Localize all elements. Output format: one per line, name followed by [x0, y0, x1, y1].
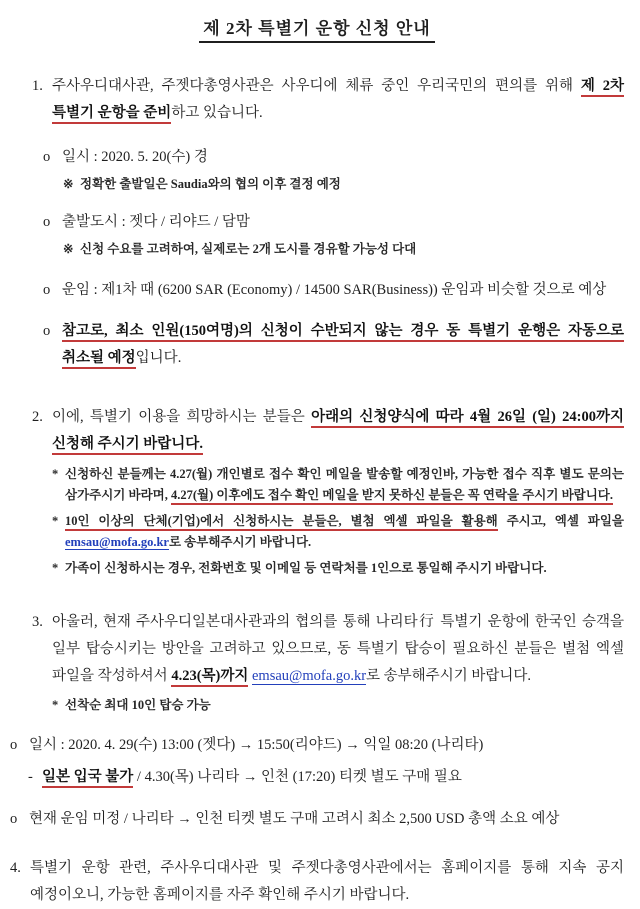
bullet-departure-cities	[43, 209, 624, 236]
item-3-text	[52, 609, 624, 690]
bullet-date-1	[43, 144, 624, 171]
text-run: 신청 수요를 고려하여, 실제로는 2개 도시를 경유할 가능성 다대	[80, 242, 417, 256]
text-run: 현재 운임 미정 / 나리타 → 인천 티켓 별도 구매 고려시 최소 2,500 USD 총액 소요 예상	[29, 811, 560, 827]
asterisk-icon: *	[52, 467, 59, 481]
bullet-fare-text	[62, 277, 624, 304]
dash-marker: -	[28, 769, 33, 785]
note-departure-date-text	[80, 174, 624, 195]
document-title: 제 2차 특별기 운항 신청 안내	[199, 14, 434, 43]
email-link[interactable]: emsau@mofa.go.kr	[65, 535, 169, 549]
bullet-marker: o	[10, 811, 18, 827]
title-row	[10, 14, 624, 43]
asterisk-icon: *	[52, 561, 59, 575]
item-3	[32, 609, 624, 690]
bullet-marker: o	[43, 214, 51, 230]
item-1	[32, 73, 624, 127]
text-run: 가족이 신청하시는 경우, 전화번호 및 이메일 등 연락처를 1인으로 통일해 주시기 바랍니다.	[65, 561, 547, 575]
text-run: 입니다.	[135, 350, 182, 366]
text-run: 신청하신 분들께는 4.27(월) 개인별로 접수 확인 메일을 발송할 예정인바, 가능한 접수 직후 별도 문의는 삼가주시기 바라며,	[65, 467, 624, 502]
text-run: 4.27(월) 이후에도 접수 확인 메일을 받지 못하신 분들은 꼭 연락을 주시기 바랍니다.	[171, 488, 613, 505]
bullet-narita-schedule-text	[29, 732, 624, 759]
note-city-stopover-text	[80, 239, 624, 260]
item-2	[32, 404, 624, 458]
reference-mark-icon: ※	[63, 242, 74, 256]
text-run: 아래의 신청양식에 따라 4월 26일 (일) 24:00까지 신청해 주시기 바랍니다.	[52, 409, 624, 455]
bullet-marker: o	[43, 323, 51, 339]
text-run: 4.23(목)까지	[171, 668, 248, 687]
text-run: 선착순 최대 10인 탑승 가능	[65, 698, 211, 712]
star-family-application-text	[65, 558, 624, 579]
text-run: 로 송부해주시기 바랍니다.	[168, 535, 312, 549]
item-2-text	[52, 404, 624, 458]
bullet-departure-cities-text	[62, 209, 624, 236]
bullet-marker: o	[10, 737, 18, 753]
star-confirmation-mail-text	[65, 464, 624, 506]
item-4-text	[30, 855, 624, 909]
text-run: 일시 : 2020. 5. 20(수) 경	[62, 149, 208, 165]
text-run: 출발도시 : 젯다 / 리야드 / 담맘	[62, 214, 250, 230]
item-4-number: 4.	[10, 860, 21, 876]
text-run: / 4.30(목) 나리타 → 인천 (17:20) 티켓 별도 구매 필요	[133, 769, 462, 785]
bullet-marker: o	[43, 282, 51, 298]
item-4	[10, 855, 624, 909]
text-run: 특별기 운항 관련, 주사우디대사관 및 주젯다총영사관에서는 홈페이지를 통해 지속 공지 예정이오니, 가능한 홈페이지를 자주 확인해 주시기 바랍니다.	[30, 860, 624, 903]
text-run: 주시고, 엑셀 파일을	[497, 514, 624, 528]
text-run: 운임 : 제1차 때 (6200 SAR (Economy) / 14500 SAR(Business)) 운임과 비슷할 것으로 예상	[62, 282, 607, 298]
text-run: 주사우디대사관, 주젯다총영사관은 사우디에 체류 중인 우리국민의 편의를 위해	[52, 78, 581, 94]
bullet-cancellation-warning	[43, 318, 624, 372]
text-run: 이에, 특별기 이용을 희망하시는 분들은	[52, 409, 312, 425]
asterisk-icon: *	[52, 514, 59, 528]
email-link[interactable]: emsau@mofa.go.kr	[252, 668, 367, 684]
note-departure-date	[63, 174, 624, 195]
text-run: 아울러, 현재 주사우디일본대사관과의 협의를 통해 나리타行 특별기 운항에 한국인 승객을 일부 탑승시키는 방안을 고려하고 있으므로, 동 특별기 탑승이 필요하신 분들은 별첨 엑셀 파일을 작성하셔서	[52, 614, 624, 684]
reference-mark-icon: ※	[63, 177, 74, 191]
text-run: 제 2차 특별기 운항을 준비	[52, 78, 624, 124]
note-city-stopover	[63, 239, 624, 260]
star-family-application	[52, 558, 624, 579]
text-run: 정확한 출발일은 Saudia와의 협의 이후 결정 예정	[80, 177, 341, 191]
dash-japan-entry-text	[42, 764, 624, 791]
bullet-fare	[43, 277, 624, 304]
bullet-cancellation-warning-text	[62, 318, 624, 372]
text-run: 참고로, 최소 인원(150여명)의 신청이 수반되지 않는 경우 동 특별기 운행은 자동으로 취소될 예정	[62, 323, 624, 369]
text-run: 10인 이상의 단체(기업)에서 신청하시는 분들은, 별첨 엑셀 파일을 활용해	[65, 514, 498, 531]
asterisk-icon: *	[52, 698, 59, 712]
bullet-marker: o	[43, 149, 51, 165]
item-1-number: 1.	[32, 78, 43, 94]
item-1-text	[52, 73, 624, 127]
text-run: 일시 : 2020. 4. 29(수) 13:00 (젯다) → 15:50(리야드) → 익일 08:20 (나리타)	[29, 737, 484, 753]
bullet-narita-schedule	[10, 732, 624, 759]
dash-japan-entry	[28, 764, 624, 791]
text-run: 로 송부해주시기 바랍니다.	[366, 668, 531, 684]
item-3-number: 3.	[32, 614, 43, 630]
text-run: 하고 있습니다.	[171, 105, 263, 121]
star-group-application-text	[65, 511, 624, 553]
star-first-come	[52, 695, 624, 716]
star-group-application	[52, 511, 624, 553]
item-2-number: 2.	[32, 409, 43, 425]
bullet-date-1-text	[62, 144, 624, 171]
star-first-come-text	[65, 695, 624, 716]
text-run: 일본 입국 불가	[42, 769, 133, 788]
star-confirmation-mail	[52, 464, 624, 506]
